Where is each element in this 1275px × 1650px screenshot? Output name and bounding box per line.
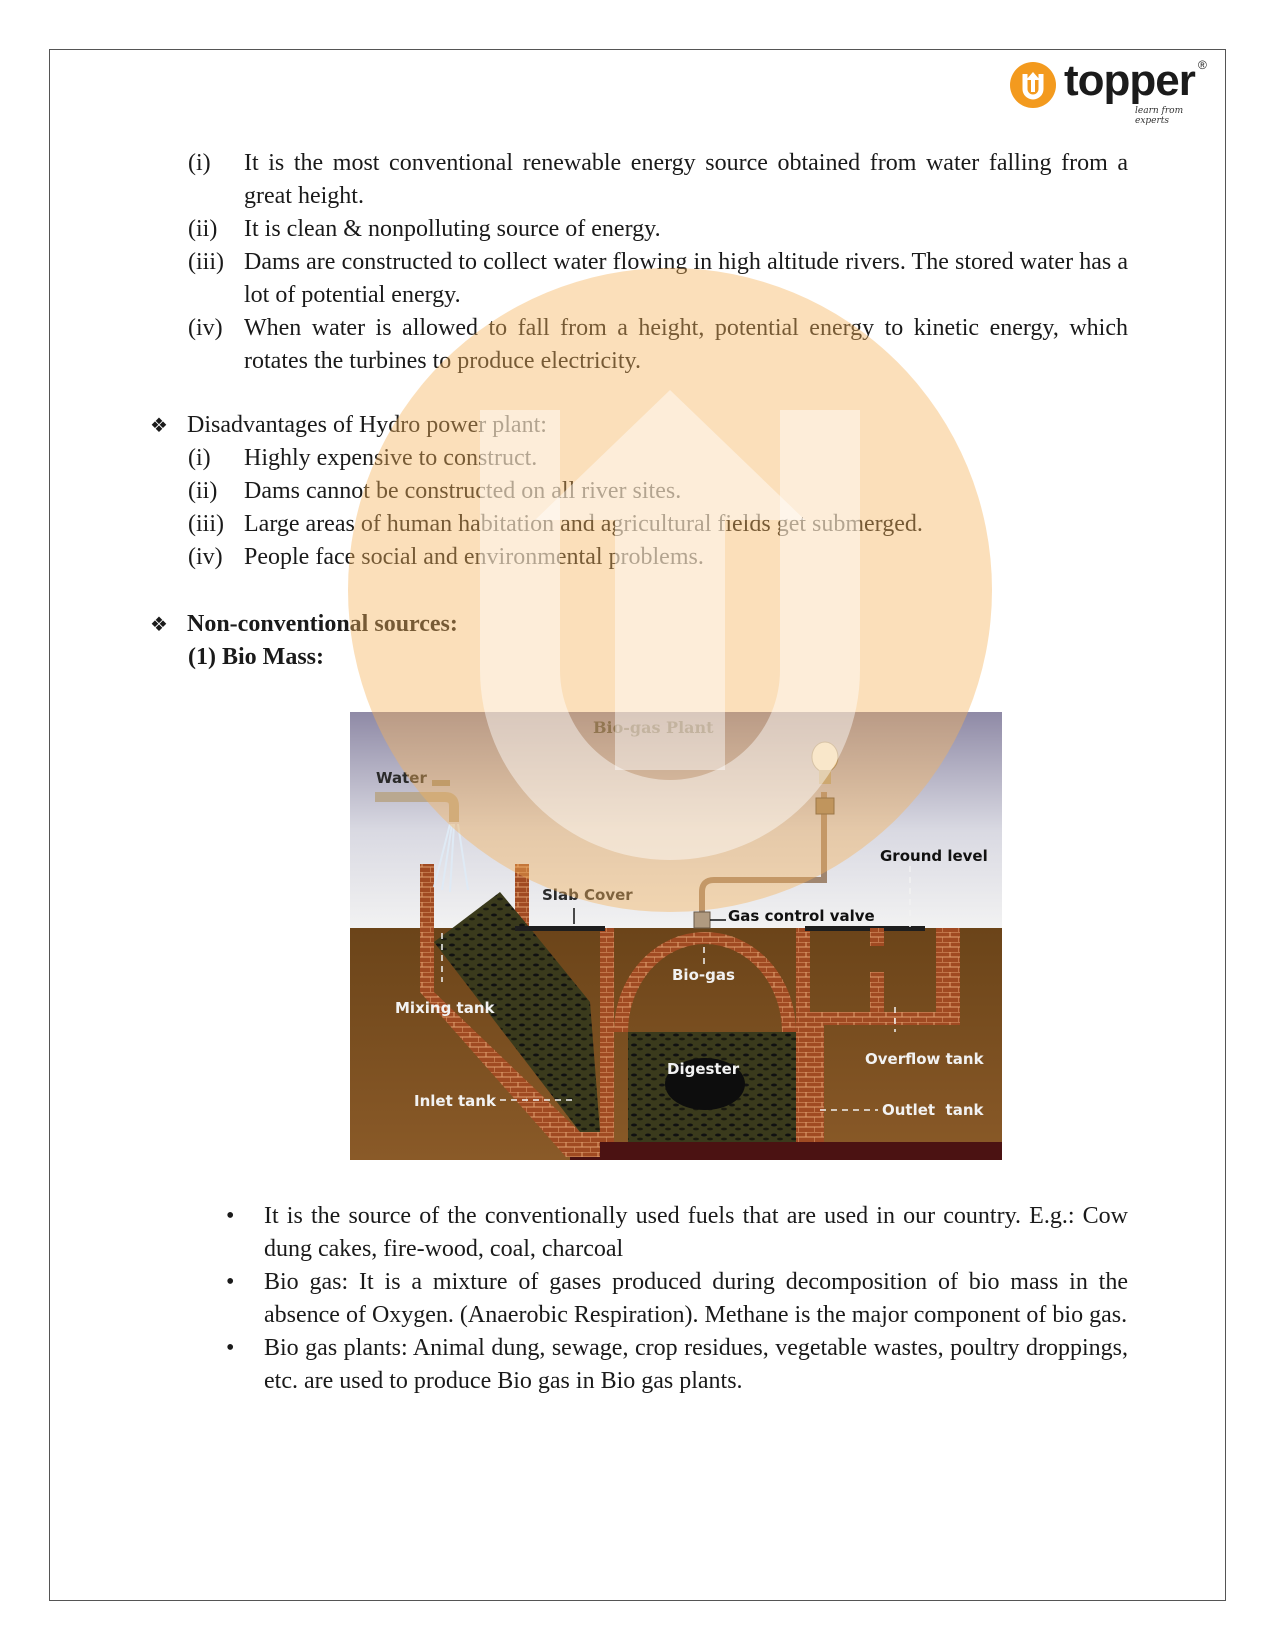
outlet-tank-wall	[936, 928, 960, 1025]
label-overflow-tank: Overflow tank	[865, 1050, 984, 1068]
sky-background	[350, 712, 1002, 928]
list-item	[188, 541, 1128, 574]
list-number: (ii)	[188, 478, 218, 504]
list-item	[188, 475, 1128, 508]
bulb-icon	[812, 742, 838, 772]
diamond-bullet-icon: ❖	[150, 415, 168, 437]
list-number: (i)	[188, 445, 211, 471]
label-digester: Digester	[667, 1060, 740, 1078]
list-text: It is the most conventional renewable energy source obtained from water falling from a great height.	[244, 150, 1128, 209]
diamond-bullet-icon: ❖	[150, 614, 168, 636]
label-inlet-tank: Inlet tank	[414, 1092, 496, 1110]
list-item	[188, 312, 1128, 378]
list-item: • Bio gas: It is a mixture of gases produced during decomposition of bio mass in the absence of Oxygen. (Anaerobic Respiration). Methane is the major component of bio gas.	[226, 1266, 1128, 1332]
disadvantages-heading-text: Disadvantages of Hydro power plant:	[187, 412, 547, 438]
nonconventional-heading-text: Non-conventional sources:	[187, 611, 458, 637]
gas-control-valve	[694, 912, 710, 928]
list-item: • Bio gas plants: Animal dung, sewage, crop residues, vegetable wastes, poultry droppings, etc. are used to produce Bio gas in Bio gas plants.	[226, 1332, 1128, 1398]
disadvantages-heading	[150, 409, 547, 443]
list-text: Highly expensive to construct.	[244, 445, 538, 471]
list-text: Dams cannot be constructed on all river sites.	[244, 478, 682, 504]
label-bio-gas: Bio-gas	[672, 966, 735, 984]
slab-cover-right	[805, 926, 925, 931]
slab-cover	[515, 926, 605, 931]
nonconventional-heading	[150, 608, 458, 642]
label-mixing-tank: Mixing tank	[395, 999, 495, 1017]
list-number: (iv)	[188, 544, 223, 570]
list-number: (ii)	[188, 216, 218, 242]
digester-wall-left	[600, 928, 614, 1142]
list-item: • It is the source of the conventionally used fuels that are used in our country. E.g.: Cow dung cakes, fire-wood, coal, charcoal	[226, 1200, 1128, 1266]
label-outlet-tank: Outlet tank	[882, 1101, 984, 1119]
biogas-plant-diagram	[350, 712, 1002, 1160]
mixing-tank-wall-left	[420, 864, 434, 992]
bulb-base	[819, 770, 831, 784]
digester-wall-right	[796, 928, 810, 1142]
list-number: (iii)	[188, 249, 224, 275]
label-slab-cover: Slab Cover	[542, 886, 633, 904]
list-text: People face social and environmental problems.	[244, 544, 704, 570]
list-text: Large areas of human habitation and agricultural fields get submerged.	[244, 511, 923, 537]
list-number: (iii)	[188, 511, 224, 537]
lamp-fitting	[816, 798, 834, 814]
label-gas-control-valve: Gas control valve	[728, 907, 875, 925]
label-water: Water	[376, 769, 427, 787]
tap-handle	[432, 780, 450, 786]
hydro-advantages-list	[188, 147, 1128, 378]
logo-circle-icon	[1010, 62, 1056, 108]
list-text: Dams are constructed to collect water flowing in high altitude rivers. The stored water has a lot of potential energy.	[244, 249, 1128, 308]
biomass-points-list	[226, 1200, 1128, 1398]
logo-wordmark: topper	[1064, 56, 1195, 105]
list-item	[188, 442, 1128, 475]
overflow-wall	[870, 972, 884, 1017]
biomass-subheading: (1) Bio Mass:	[188, 644, 324, 670]
list-text: It is clean & nonpolluting source of energy.	[244, 216, 661, 242]
list-text: When water is allowed to fall from a height, potential energy to kinetic energy, which rotates the turbines to produce electricity.	[244, 315, 1128, 374]
logo-tagline: learn from experts	[1135, 106, 1184, 126]
diagram-title: Bio-gas Plant	[593, 718, 714, 737]
label-ground-level: Ground level	[880, 847, 988, 865]
logo-registered-mark: ®	[1198, 58, 1207, 72]
list-item	[188, 147, 1128, 213]
list-number: (iv)	[188, 315, 223, 341]
topper-logo	[1010, 56, 1210, 126]
list-item	[188, 246, 1128, 312]
list-item	[188, 213, 1128, 246]
foundation-base	[570, 1142, 1002, 1160]
list-item	[188, 508, 1128, 541]
disadvantages-list	[188, 442, 1128, 574]
list-number: (i)	[188, 150, 211, 176]
overflow-wall-top	[870, 928, 884, 946]
